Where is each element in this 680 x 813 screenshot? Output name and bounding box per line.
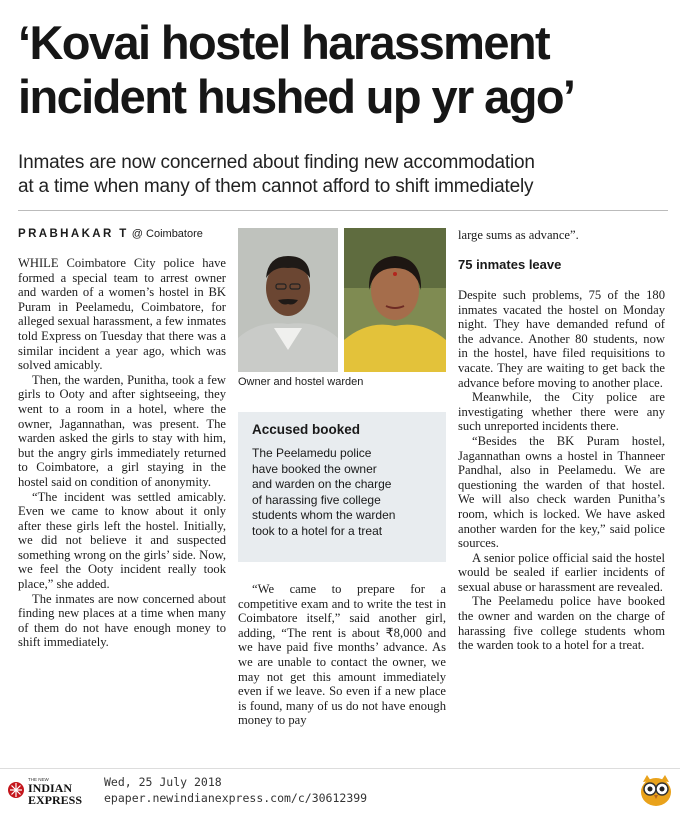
headline <box>18 16 668 124</box>
owner-portrait-icon <box>238 228 338 372</box>
article-column-3 <box>458 288 665 653</box>
byline-location: @ Coimbatore <box>131 228 203 240</box>
box-line: and warden on the charge <box>252 477 392 491</box>
paragraph: WHILE Coimbatore City police have formed a special team to arrest owner and warden of a women’s hostel in BK Puram in Peelamedu, Coimbatore, for alleged sexual harassment, a few inmates told Express on Tuesday that there was a similar incident a year ago, which was solved amicably. <box>18 256 226 373</box>
column-3-continuation: large sums as advance”. <box>458 228 579 242</box>
box-line: The Peelamedu police <box>252 446 372 460</box>
logo-small-text: THE NEW <box>28 777 49 782</box>
logo-line-1: INDIAN <box>28 781 73 795</box>
section-subhead: 75 inmates leave <box>458 257 562 272</box>
warden-photo <box>344 228 446 372</box>
deck-line-1: Inmates are now concerned about finding new accommodation <box>18 152 535 173</box>
deck-line-2: at a time when many of them cannot afford to shift immediately <box>18 176 534 197</box>
indian-express-logo-icon <box>6 774 106 806</box>
photo-caption: Owner and hostel warden <box>238 376 364 388</box>
paragraph: Then, the warden, Punitha, took a few girls to Ooty and after sightseeing, they went to a room in a hotel, where the owner, Jagannathan, was present. The warden asked the girls to stay with him, but the angry girls immediately returned to Coimbatore, a girl staying in the hostel said on condition of anonymity. <box>18 372 226 489</box>
newspaper-logo <box>6 774 106 806</box>
box-line: took to a hotel for a treat <box>252 523 383 538</box>
paragraph: “We came to prepare for a competitive exam and to write the test in Coimbatore itself,” said another girl, adding, “The rent is about ₹8,000 and we have paid five months’ advance. As we are unable to contact the owner, we may not get this amount immediately even if we leave. So even if a new place is found, many of us do not have enough money to pay <box>238 582 446 728</box>
box-line: have booked the owner <box>252 461 377 476</box>
deck-subheadline <box>18 151 668 199</box>
paragraph: “Besides the BK Puram hostel, Jagannathan owns a hostel in Thanneer Pandhal, also in Peelamedu. We are questioning the warden of that hostel. We will also check warden Punitha’s room, which is locked. We have asked another warden for the key,” said police sources. <box>458 433 665 551</box>
accused-booked-box <box>238 412 446 562</box>
headline-divider <box>18 210 668 211</box>
footer-date: Wed, 25 July 2018 <box>104 775 222 789</box>
paragraph: A senior police official said the hostel would be sealed if earlier incidents of sexual abuse or harassment are revealed. <box>458 550 665 594</box>
paragraph: Meanwhile, the City police are investigating whether there were any such unreported incidents there. <box>458 390 665 434</box>
box-line: of harassing five college <box>252 492 381 507</box>
footer-url[interactable]: epaper.newindianexpress.com/c/30612399 <box>104 791 368 805</box>
logo-line-2: EXPRESS <box>28 793 83 806</box>
paragraph: “The incident was settled amicably. Even we came to know about it only after these girls left the hostel. Initially, we did not believe it and suspected something wrong on the girls’ side. Now, we feel the Ooty incident really took place,” she added. <box>18 489 226 592</box>
headline-line-2: incident hushed up yr ago’ <box>18 70 575 123</box>
footer-info <box>104 774 367 806</box>
paragraph: The Peelamedu police have booked the owner and warden on the charge of harassing five college students whom the warden took to a hotel for a treat. <box>458 594 665 653</box>
owl-icon <box>636 772 676 808</box>
paragraph: Despite such problems, 75 of the 180 inmates vacated the hostel on Monday night. They have demanded refund of the advance. Another 80 students, now in the hostel, have filed requisitions to vacate. They are waiting to get back the advance before moving to another place. <box>458 288 665 390</box>
headline-line-1: ‘Kovai hostel harassment <box>18 16 550 69</box>
footer-divider <box>0 768 680 769</box>
byline-author: PRABHAKAR T <box>18 228 129 240</box>
box-body <box>252 446 438 539</box>
owner-photo <box>238 228 338 372</box>
warden-portrait-icon <box>344 228 446 372</box>
article-column-2 <box>238 582 446 728</box>
box-title: Accused booked <box>252 422 361 437</box>
box-line: students whom the warden <box>252 508 396 522</box>
byline <box>18 228 203 240</box>
paragraph: The inmates are now concerned about finding new places at a time when many of them do not have enough money to shift immediately. <box>18 591 226 650</box>
article-column-1 <box>18 256 226 650</box>
